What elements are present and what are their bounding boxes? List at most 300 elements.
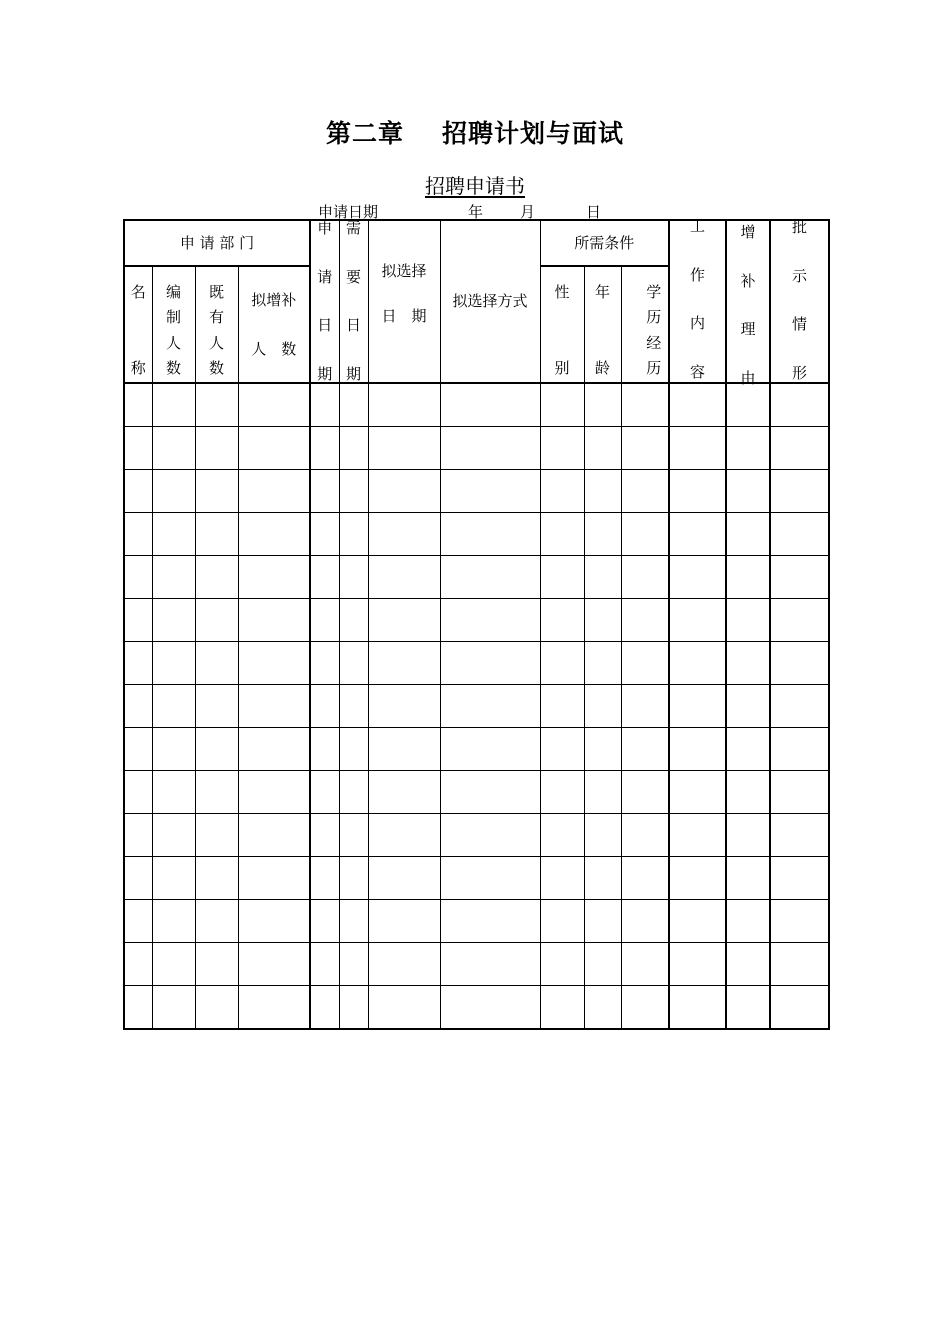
gender-text	[541, 267, 584, 382]
table-cell[interactable]	[195, 857, 238, 900]
reason-char: 由	[740, 368, 756, 387]
header-reason	[726, 220, 770, 387]
table-cell[interactable]	[621, 513, 669, 556]
table-cell[interactable]	[726, 556, 770, 599]
existing-char: 有	[208, 308, 224, 327]
table-cell[interactable]	[124, 814, 152, 857]
table-cell[interactable]	[770, 986, 829, 1030]
table-cell[interactable]	[669, 642, 726, 685]
table-cell[interactable]	[310, 642, 339, 685]
table-cell[interactable]	[584, 599, 621, 642]
header-need-date-text	[340, 201, 368, 402]
table-cell[interactable]	[621, 599, 669, 642]
table-cell[interactable]	[368, 383, 440, 427]
table-cell[interactable]	[310, 943, 339, 986]
staffing-char: 编	[165, 283, 181, 301]
approval-char: 形	[792, 363, 808, 382]
table-cell[interactable]	[368, 986, 440, 1030]
table-cell[interactable]	[310, 513, 339, 556]
table-cell[interactable]	[339, 943, 368, 986]
table-cell[interactable]	[621, 728, 669, 771]
table-cell[interactable]	[584, 513, 621, 556]
table-cell[interactable]	[440, 427, 540, 470]
reason-text	[727, 187, 769, 416]
table-cell[interactable]	[540, 470, 584, 513]
table-cell[interactable]	[621, 814, 669, 857]
month-label: 月	[520, 203, 536, 221]
table-cell[interactable]	[124, 943, 152, 986]
table-cell[interactable]	[310, 771, 339, 814]
header-staffing	[152, 266, 195, 383]
table-cell[interactable]	[540, 943, 584, 986]
table-cell[interactable]	[339, 986, 368, 1030]
table-cell[interactable]	[669, 685, 726, 728]
table-cell[interactable]	[726, 728, 770, 771]
table-row	[124, 943, 829, 986]
table-cell[interactable]	[440, 857, 540, 900]
education-char: 学	[646, 283, 662, 301]
table-cell[interactable]	[368, 900, 440, 943]
table-cell[interactable]	[124, 556, 152, 599]
staffing-char: 数	[165, 358, 181, 377]
table-cell[interactable]	[621, 642, 669, 685]
table-cell[interactable]	[540, 427, 584, 470]
table-cell[interactable]	[440, 900, 540, 943]
table-cell[interactable]	[540, 685, 584, 728]
table-cell[interactable]	[726, 383, 770, 427]
table-cell[interactable]	[621, 685, 669, 728]
table-cell[interactable]	[669, 427, 726, 470]
table-cell[interactable]	[238, 556, 310, 599]
table-row	[124, 728, 829, 771]
gender-bottom: 别	[554, 359, 570, 377]
table-cell[interactable]	[339, 383, 368, 427]
table-cell[interactable]	[195, 383, 238, 427]
table-cell[interactable]	[621, 771, 669, 814]
table-cell[interactable]	[368, 685, 440, 728]
chapter-name: 招聘计划与面试	[442, 119, 625, 148]
header-name	[124, 266, 152, 383]
table-cell[interactable]	[195, 685, 238, 728]
existing-char: 既	[208, 283, 224, 301]
header-approval	[770, 220, 829, 383]
header-add-count	[238, 266, 310, 383]
table-cell[interactable]	[339, 642, 368, 685]
table-cell[interactable]	[124, 986, 152, 1030]
gender-top: 性	[554, 283, 570, 301]
table-cell[interactable]	[152, 771, 195, 814]
table-cell[interactable]	[339, 900, 368, 943]
table-cell[interactable]	[621, 556, 669, 599]
table-cell[interactable]	[195, 986, 238, 1030]
table-cell[interactable]	[584, 685, 621, 728]
table-cell[interactable]	[669, 513, 726, 556]
table-cell[interactable]	[238, 728, 310, 771]
table-cell[interactable]	[669, 470, 726, 513]
education-char: 经	[646, 333, 662, 352]
table-cell[interactable]	[339, 814, 368, 857]
table-cell[interactable]	[238, 513, 310, 556]
table-cell[interactable]	[440, 383, 540, 427]
header-existing	[195, 266, 238, 383]
table-cell[interactable]	[124, 728, 152, 771]
table-cell[interactable]	[310, 556, 339, 599]
table-cell[interactable]	[726, 513, 770, 556]
table-cell[interactable]	[124, 599, 152, 642]
table-cell[interactable]	[238, 470, 310, 513]
table-cell[interactable]	[621, 900, 669, 943]
table-cell[interactable]	[584, 383, 621, 427]
table-cell[interactable]	[368, 470, 440, 513]
table-cell[interactable]	[339, 857, 368, 900]
table-cell[interactable]	[540, 857, 584, 900]
table-cell[interactable]	[440, 943, 540, 986]
table-cell[interactable]	[238, 642, 310, 685]
table-cell[interactable]	[726, 943, 770, 986]
table-cell[interactable]	[621, 470, 669, 513]
table-cell[interactable]	[726, 427, 770, 470]
approval-char: 示	[792, 266, 808, 285]
table-cell[interactable]	[669, 857, 726, 900]
table-cell[interactable]	[310, 986, 339, 1030]
table-cell[interactable]	[310, 685, 339, 728]
table-cell[interactable]	[584, 943, 621, 986]
table-row	[124, 642, 829, 685]
table-cell[interactable]	[540, 814, 584, 857]
existing-char: 人	[208, 333, 224, 352]
table-cell[interactable]	[440, 771, 540, 814]
table-cell[interactable]	[238, 383, 310, 427]
table-cell[interactable]	[195, 599, 238, 642]
table-cell[interactable]	[440, 814, 540, 857]
table-row	[124, 814, 829, 857]
job-content-char: 作	[690, 265, 706, 284]
table-cell[interactable]	[770, 943, 829, 986]
table-cell[interactable]	[540, 728, 584, 771]
job-content-char: 容	[690, 362, 706, 381]
table-cell[interactable]	[339, 728, 368, 771]
table-row	[124, 900, 829, 943]
header-gender	[540, 266, 584, 383]
table-cell[interactable]	[339, 427, 368, 470]
table-cell[interactable]	[238, 685, 310, 728]
existing-text	[196, 267, 238, 382]
table-cell[interactable]	[124, 427, 152, 470]
age-top: 年	[594, 283, 610, 301]
day-label: 日	[586, 203, 602, 221]
table-cell[interactable]	[669, 599, 726, 642]
table-cell[interactable]	[669, 556, 726, 599]
chapter-title	[0, 114, 950, 150]
table-cell[interactable]	[770, 814, 829, 857]
table-cell[interactable]	[540, 556, 584, 599]
table-row	[124, 470, 829, 513]
table-cell[interactable]	[770, 556, 829, 599]
add-count-bottom: 人 数	[251, 339, 297, 358]
table-row	[124, 513, 829, 556]
reason-char: 补	[740, 271, 756, 290]
table-cell[interactable]	[310, 470, 339, 513]
table-cell[interactable]	[726, 685, 770, 728]
table-cell[interactable]	[584, 900, 621, 943]
table-cell[interactable]	[540, 513, 584, 556]
table-cell[interactable]	[440, 556, 540, 599]
header-requirements	[540, 220, 669, 266]
table-cell[interactable]	[152, 814, 195, 857]
table-cell[interactable]	[368, 427, 440, 470]
table-cell[interactable]	[124, 771, 152, 814]
staffing-text	[153, 267, 195, 382]
table-cell[interactable]	[339, 599, 368, 642]
apply-date-char: 申	[317, 219, 333, 237]
table-cell[interactable]	[195, 513, 238, 556]
table-cell[interactable]	[440, 642, 540, 685]
table-cell[interactable]	[621, 427, 669, 470]
education-text	[622, 267, 669, 382]
table-cell[interactable]	[152, 427, 195, 470]
table-cell[interactable]	[621, 943, 669, 986]
table-cell[interactable]	[124, 383, 152, 427]
staffing-char: 制	[165, 308, 181, 327]
table-cell[interactable]	[152, 599, 195, 642]
table-cell[interactable]	[368, 943, 440, 986]
table-cell[interactable]	[770, 513, 829, 556]
table-cell[interactable]	[195, 814, 238, 857]
table-cell[interactable]	[368, 857, 440, 900]
table-cell[interactable]	[726, 470, 770, 513]
table-cell[interactable]	[726, 900, 770, 943]
approval-char: 情	[792, 315, 808, 334]
existing-char: 数	[208, 358, 224, 377]
table-cell[interactable]	[584, 857, 621, 900]
name-top: 名	[130, 283, 146, 301]
table-cell[interactable]	[339, 685, 368, 728]
table-cell[interactable]	[368, 728, 440, 771]
table-row	[124, 857, 829, 900]
table-cell[interactable]	[584, 556, 621, 599]
table-cell[interactable]	[238, 943, 310, 986]
table-cell[interactable]	[770, 685, 829, 728]
table-cell[interactable]	[726, 599, 770, 642]
table-cell[interactable]	[238, 900, 310, 943]
table-cell[interactable]	[726, 771, 770, 814]
header-department	[124, 220, 310, 266]
table-cell[interactable]	[669, 383, 726, 427]
table-cell[interactable]	[540, 900, 584, 943]
need-date-char: 要	[345, 267, 361, 286]
table-cell[interactable]	[310, 427, 339, 470]
table-cell[interactable]	[368, 513, 440, 556]
form-title: 招聘申请书	[425, 174, 525, 198]
add-count-top: 拟增补	[251, 290, 297, 309]
table-cell[interactable]	[770, 427, 829, 470]
table-cell[interactable]	[368, 599, 440, 642]
table-cell[interactable]	[152, 642, 195, 685]
table-cell[interactable]	[152, 556, 195, 599]
table-cell[interactable]	[770, 771, 829, 814]
table-cell[interactable]	[310, 728, 339, 771]
table-cell[interactable]	[621, 383, 669, 427]
table-cell[interactable]	[584, 986, 621, 1030]
table-cell[interactable]	[669, 771, 726, 814]
table-cell[interactable]	[152, 513, 195, 556]
table-cell[interactable]	[310, 857, 339, 900]
table-cell[interactable]	[339, 470, 368, 513]
table-cell[interactable]	[669, 943, 726, 986]
table-cell[interactable]	[368, 556, 440, 599]
table-cell[interactable]	[584, 427, 621, 470]
table-cell[interactable]	[726, 857, 770, 900]
table-cell[interactable]	[669, 814, 726, 857]
table-cell[interactable]	[584, 771, 621, 814]
table-cell[interactable]	[540, 771, 584, 814]
application-table	[123, 219, 830, 1030]
header-need-date	[339, 220, 368, 383]
table-cell[interactable]	[770, 383, 829, 427]
table-cell[interactable]	[238, 986, 310, 1030]
table-cell[interactable]	[238, 857, 310, 900]
table-cell[interactable]	[339, 556, 368, 599]
education-char: 历	[646, 358, 662, 377]
table-cell[interactable]	[195, 900, 238, 943]
table-cell[interactable]	[540, 642, 584, 685]
table-cell[interactable]	[440, 728, 540, 771]
table-cell[interactable]	[152, 685, 195, 728]
date-label: 申请日期	[318, 203, 379, 221]
apply-date-char: 日	[317, 316, 333, 335]
table-cell[interactable]	[195, 728, 238, 771]
header-select-date	[368, 220, 440, 383]
table-cell[interactable]	[124, 900, 152, 943]
staffing-char: 人	[165, 333, 181, 352]
select-date-top: 拟选择	[381, 261, 427, 280]
table-cell[interactable]	[584, 728, 621, 771]
table-cell[interactable]	[584, 814, 621, 857]
need-date-char: 日	[345, 316, 361, 335]
table-cell[interactable]	[669, 900, 726, 943]
table-cell[interactable]	[339, 513, 368, 556]
table-cell[interactable]	[238, 814, 310, 857]
table-row	[124, 771, 829, 814]
table-cell[interactable]	[540, 383, 584, 427]
table-cell[interactable]	[770, 900, 829, 943]
table-cell[interactable]	[195, 470, 238, 513]
table-cell[interactable]	[440, 685, 540, 728]
table-cell[interactable]	[621, 857, 669, 900]
name-bottom: 称	[130, 359, 146, 377]
table-row	[124, 556, 829, 599]
table-cell[interactable]	[310, 814, 339, 857]
need-date-char: 期	[345, 364, 361, 383]
table-cell[interactable]	[368, 814, 440, 857]
table-cell[interactable]	[440, 986, 540, 1030]
table-cell[interactable]	[584, 642, 621, 685]
need-date-char: 需	[345, 219, 361, 237]
header-age	[584, 266, 621, 383]
table-cell[interactable]	[152, 383, 195, 427]
table-cell[interactable]	[152, 857, 195, 900]
apply-date-char: 请	[317, 267, 333, 286]
table-cell[interactable]	[440, 470, 540, 513]
table-cell[interactable]	[152, 728, 195, 771]
table-cell[interactable]	[152, 470, 195, 513]
table-cell[interactable]	[310, 599, 339, 642]
table-cell[interactable]	[195, 943, 238, 986]
table-cell[interactable]	[310, 383, 339, 427]
header-job-content	[669, 217, 726, 383]
table-cell[interactable]	[124, 513, 152, 556]
table-cell[interactable]	[770, 599, 829, 642]
header-department-label: 申 请 部 门	[179, 233, 255, 252]
table-cell[interactable]	[310, 900, 339, 943]
header-education	[621, 266, 669, 383]
table-cell[interactable]	[770, 728, 829, 771]
table-cell[interactable]	[540, 599, 584, 642]
table-cell[interactable]	[440, 599, 540, 642]
name-text	[125, 267, 152, 382]
table-cell[interactable]	[726, 642, 770, 685]
table-cell[interactable]	[621, 986, 669, 1030]
job-content-char: 内	[690, 314, 706, 333]
chapter-number: 第二章	[325, 119, 404, 148]
table-row	[124, 427, 829, 470]
table-cell[interactable]	[339, 771, 368, 814]
table-cell[interactable]	[152, 943, 195, 986]
select-date-bottom: 日 期	[381, 306, 427, 325]
table-cell[interactable]	[195, 556, 238, 599]
select-method-label: 拟选择方式	[452, 292, 528, 310]
table-cell[interactable]	[368, 771, 440, 814]
header-apply-date	[310, 220, 339, 383]
table-cell[interactable]	[238, 771, 310, 814]
table-cell[interactable]	[726, 986, 770, 1030]
table-cell[interactable]	[238, 599, 310, 642]
table-body	[124, 383, 829, 1029]
reason-char: 增	[740, 223, 756, 241]
age-text	[585, 267, 621, 382]
table-cell[interactable]	[440, 513, 540, 556]
table-cell[interactable]	[770, 470, 829, 513]
table-row	[124, 685, 829, 728]
table-cell[interactable]	[770, 642, 829, 685]
table-cell[interactable]	[669, 986, 726, 1030]
year-label: 年	[468, 203, 484, 221]
requirements-label: 所需条件	[574, 233, 635, 252]
education-char: 历	[646, 308, 662, 327]
reason-char: 理	[740, 320, 756, 339]
table-cell[interactable]	[238, 427, 310, 470]
table-cell[interactable]	[368, 642, 440, 685]
table-cell[interactable]	[124, 642, 152, 685]
table-cell[interactable]	[195, 642, 238, 685]
table-cell[interactable]	[540, 986, 584, 1030]
table-cell[interactable]	[584, 470, 621, 513]
age-bottom: 龄	[594, 359, 610, 377]
table-cell[interactable]	[195, 771, 238, 814]
table-cell[interactable]	[770, 857, 829, 900]
table-cell[interactable]	[124, 470, 152, 513]
table-cell[interactable]	[669, 728, 726, 771]
table-row	[124, 383, 829, 427]
table-cell[interactable]	[152, 900, 195, 943]
table-cell[interactable]	[152, 986, 195, 1030]
table-cell[interactable]	[195, 427, 238, 470]
table-cell[interactable]	[124, 857, 152, 900]
header-select-method	[440, 220, 540, 383]
table-cell[interactable]	[124, 685, 152, 728]
approval-char: 批	[792, 218, 808, 236]
table-cell[interactable]	[726, 814, 770, 857]
